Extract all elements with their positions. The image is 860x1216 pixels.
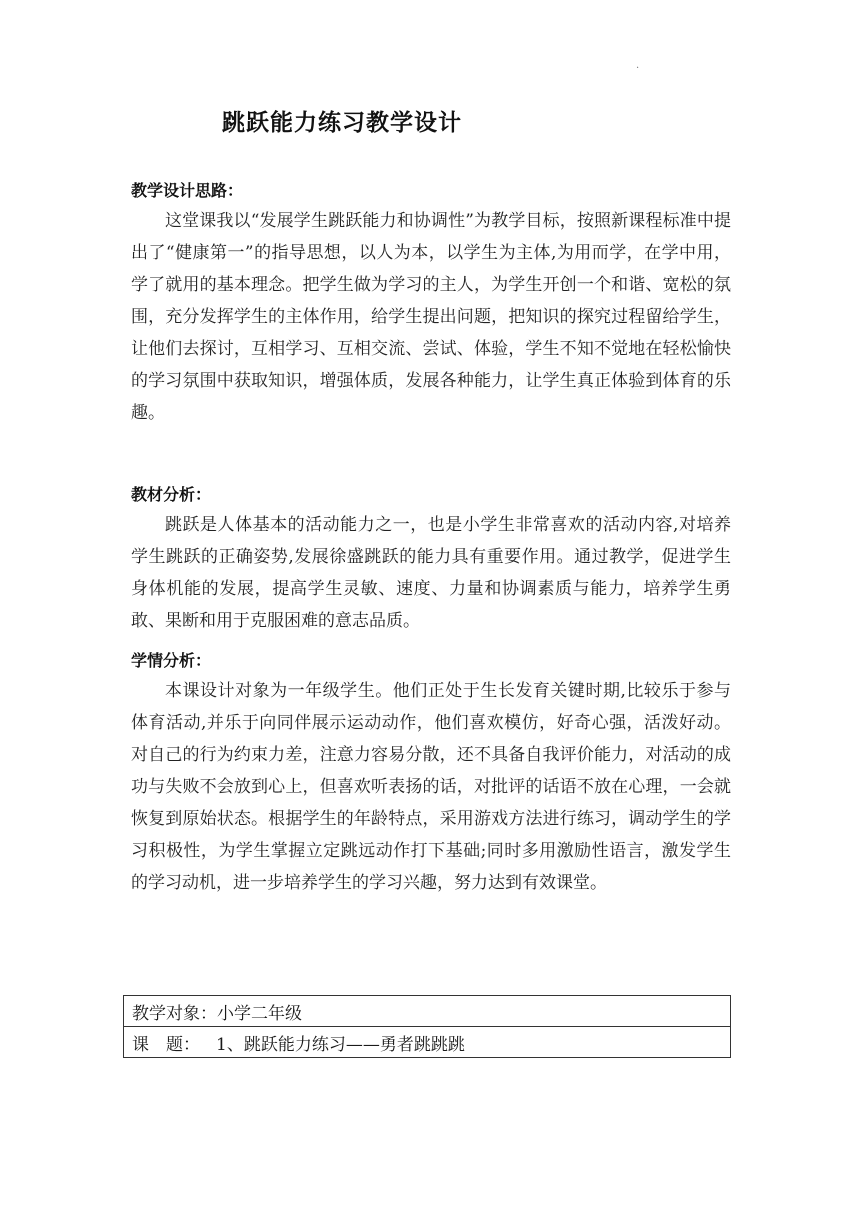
topic-label: 课 题： [132, 1034, 200, 1055]
section-paragraph: 跳跃是人体基本的活动能力之一，也是小学生非常喜欢的活动内容,对培养学生跳跃的正确姿势,发展徐盛跳跃的能力具有重要作用。通过教学，促进学生身体机能的发展，提高学生灵敏、速度、力量和协调素质与能力，培养学生勇敢、果断和用于克服困难的意志品质。 [131, 515, 731, 631]
section-paragraph: 本课设计对象为一年级学生。他们正处于生长发育关键时期,比较乐于参与体育活动,并乐于向同伴展示运动动作，他们喜欢模仿，好奇心强，活泼好动。对自己的行为约束力差，注意力容易分散，还不具备自我评价能力，对活动的成功与失败不会放到心上，但喜欢听表扬的话，对批评的话语不放在心理，一会就恢复到原始状态。根据学生的年龄特点，采用游戏方法进行练习，调动学生的学习积极性，为学生掌握立定跳远动作打下基础;同时多用激励性语言，激发学生的学习动机，进一步培养学生的学习兴趣，努力达到有效课堂。 [131, 681, 731, 893]
section-heading: 学情分析： [131, 651, 212, 670]
target-value: 小学二年级 [217, 1003, 302, 1024]
document-title: 跳跃能力练习教学设计 [222, 110, 462, 136]
section-design-idea [131, 177, 731, 429]
section-paragraph: 这堂课我以“发展学生跳跃能力和协调性”为教学目标，按照新课程标准中提出了“健康第一”的指导思想，以人为本，以学生为主体,为用而学，在学中用，学了就用的基本理念。把学生做为学习的主人，为学生开创一个和谐、宽松的氛围，充分发挥学生的主体作用，给学生提出问题，把知识的探究过程留给学生，让他们去探讨，互相学习、互相交流、尝试、体验，学生不知不觉地在轻松愉快的学习氛围中获取知识，增强体质，发展各种能力，让学生真正体验到体育的乐趣。 [131, 211, 731, 423]
header-dot: . [636, 60, 640, 71]
section-material-analysis [131, 481, 731, 637]
target-label: 教学对象： [132, 1003, 217, 1024]
section-heading: 教学设计思路： [131, 181, 244, 200]
topic-value: 1、跳跃能力练习——勇者跳跳跳 [216, 1034, 465, 1055]
table-cell-target [124, 996, 731, 1027]
section-student-analysis [131, 647, 731, 899]
table-cell-topic [124, 1027, 731, 1058]
lesson-info-table [123, 995, 731, 1058]
table-row [124, 996, 731, 1027]
section-heading: 教材分析： [131, 485, 212, 504]
table-row [124, 1027, 731, 1058]
